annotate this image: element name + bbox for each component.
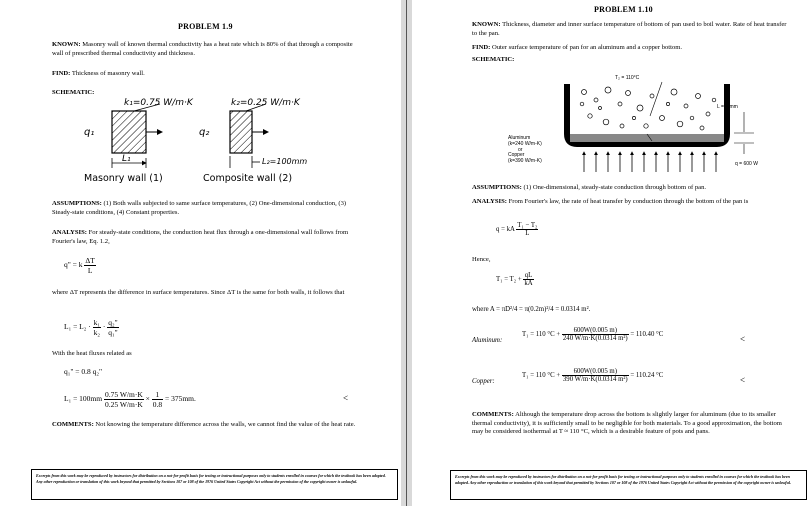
cu-numerator: 600W(0.005 m) [562,368,629,376]
pan-schematic [562,78,742,178]
known-label: KNOWN: [52,41,81,48]
comments-paragraph [472,411,794,437]
footer-text: Excerpts from this work may be reproduced by instructors for distribution on a not-for-profit basis for testing or instructional purposes only to students enrolled in courses for which the textbook has been adopted. Any other reproduction or translation of this work beyond that permitted by Sections 107 or 108 of the 1976 United States Copyright Act without the permission of the copyright owner is unlawful. [455,474,791,485]
find-text: Outer surface temperature of pan for an aluminum and a copper bottom. [491,44,683,51]
cu-denominator: 390 W/m·K(0.0314 m²) [562,376,628,383]
material-legend [508,136,542,165]
assumptions-text: (1) Both walls subjected to same surface temperatures, (2) One-dimensional conduction, (3) Steady-state conditions, (4) Constant properties. [52,200,347,216]
eq4-result: = 375mm. [164,394,196,404]
analysis-label: ANALYSIS: [472,198,507,205]
eq1-lhs: q" = k [64,260,83,270]
answer-marker: < [343,393,349,403]
pan-bottom [570,134,724,142]
eq1-numerator: ΔT [85,256,95,265]
heat-arrows [584,152,716,172]
masonry-wall-caption: Masonry wall (1) [84,173,163,184]
analysis-text: For steady-state conditions, the conduction heat flux through a one-dimensional wall follows from Fourier's law, Eq. 1.2, [52,229,349,245]
analysis-label: ANALYSIS: [52,229,87,236]
l1-label: L₁ [122,154,131,164]
copyright-footer [31,469,398,500]
al-denominator: 240 W/m·K(0.0314 m²) [562,335,628,342]
known-paragraph [472,21,792,38]
eq2-d1: k₂ [93,328,100,337]
eq2-lhs: L₁ = L₂ · [64,322,91,332]
masonry-wall-shape [112,111,146,153]
q2-label: q₂ [199,127,210,138]
eq4-d2: 0.8 [152,400,163,409]
k2-label: k₂=0.25 W/m·K [231,98,300,108]
copper-row-label: Copper: [472,378,495,385]
assumptions-text: (1) One-dimensional, steady-state conduction through bottom of pan. [523,184,707,191]
known-text: Masonry wall of known thermal conductivity has a heat rate which is 80% of that through a composite wall of prescribed thermal conductivity and thickness. [52,41,353,57]
eq2-n1: k₁ [93,318,100,327]
copper-label: Copper [508,152,525,159]
comments-paragraph [52,421,360,430]
assumptions-label: ASSUMPTIONS: [472,184,522,191]
eq1-denominator: L [525,230,530,237]
comments-label: COMMENTS: [52,421,94,428]
schematic-label: SCHEMATIC: [52,89,95,96]
hence-text: Hence, [472,256,491,263]
equation-result [64,390,196,409]
eq4-lhs: L₁ = 100mm [64,394,103,404]
eq4-d1: 0.25 W/m·K [104,400,143,409]
eq2-lhs: T₁ = T₂ + [496,276,522,284]
q1-label: q₁ [84,127,95,138]
t1-label: T₁ [649,142,654,148]
answer-marker-aluminum: < [740,334,746,344]
footer-text: Excerpts from this work may be reproduced by instructors for distribution on a not-for-profit basis for testing or instructional purposes only to students enrolled in courses for which the textbook has been adopted. Any other reproduction or translation of this work beyond that permitted by Sections 107 or 108 of the 1976 United States Copyright Act without the permission of the copyright owner is unlawful. [36,473,386,484]
composite-wall-shape [230,111,252,153]
d-label: D = 200 mm [602,142,630,148]
q-label: q = 600 W [735,161,758,167]
find-label: FIND: [472,44,491,51]
t2-label: T₂ = 110°C [615,75,640,81]
water-bubbles [580,87,716,130]
comments-text: Although the temperature drop across the bottom is slightly larger for aluminum (due to its smaller thermal conductivity), it is sufficiently small to be negligible for both materials. To a good approximation, the bottom may be considered isothermal at T ≈ 110 °C, which is a desirable feature of pots and pans. [472,411,782,436]
schematic-label: SCHEMATIC: [472,56,515,63]
composite-wall-caption: Composite wall (2) [203,173,293,184]
problem-title: PROBLEM 1.9 [178,22,233,31]
page-problem-1-10 [412,0,811,506]
aluminum-row-label: Aluminum: [472,337,503,344]
cu-result: = 110.24 °C [630,372,664,380]
assumptions-label: ASSUMPTIONS: [52,200,102,207]
equation-aluminum [522,327,663,342]
eq4-n1: 0.75 W/m·K [104,390,143,399]
equation-ratio [64,318,119,337]
analysis-paragraph [472,198,792,207]
comments-text: Not knowing the temperature difference across the walls, we cannot find the value of the heat rate. [95,421,356,428]
or-label: or [518,146,523,153]
copyright-footer [450,470,807,500]
known-paragraph [52,41,360,58]
where-paragraph: where ΔT represents the difference in surface temperatures. Since ΔT is the same for both walls, it follows that [52,289,345,296]
eq4-times: × [145,394,150,404]
l-label: L = 5 mm [717,104,738,110]
comments-label: COMMENTS: [472,411,514,418]
eq2-numerator: qL [524,272,533,279]
analysis-text: From Fourier's law, the rate of heat transfer by conduction through the bottom of the pan is [508,198,749,205]
analysis-paragraph [52,229,360,246]
thickness-indicator [734,110,758,154]
find-paragraph [52,70,360,79]
known-text: Thickness, diameter and inner surface temperature of bottom of pan used to boil water. Rate of heat transfer to the pan. [472,21,787,37]
equation-fourier [64,256,96,275]
equation-t1 [496,272,534,287]
equation-flux-relation: q₁" = 0.8 q₂" [64,367,103,376]
eq2-denominator: kA [524,280,533,287]
known-label: KNOWN: [472,21,501,28]
assumptions-paragraph [472,184,792,193]
eq1-denominator: L [87,266,93,275]
copper-k: (k=390 W/m-K) [508,158,542,165]
equation-area: where A = πD²/4 = π(0.2m)²/4 = 0.0314 m². [472,306,591,313]
aluminum-label: Aluminum [508,135,531,141]
eq2-mid: · [102,322,106,332]
al-numerator: 600W(0.005 m) [562,327,629,335]
assumptions-paragraph [52,200,360,217]
equation-fourier [496,222,538,237]
cu-lhs: T₁ = 110 °C + [522,372,561,380]
find-paragraph [472,44,792,53]
eq1-lhs: q = kA [496,226,515,234]
find-label: FIND: [52,70,71,77]
eq2-d2: q₁" [108,328,118,337]
fluxes-paragraph: With the heat fluxes related as [52,350,132,357]
equation-copper [522,368,663,383]
l2-label: L₂=100mm [262,157,308,166]
al-result: = 110.40 °C [630,331,664,339]
problem-title: PROBLEM 1.10 [594,5,653,14]
answer-marker-copper: < [740,375,746,385]
eq1-numerator: T₁ − T₂ [517,222,538,229]
page-problem-1-9 [0,0,401,506]
find-text: Thickness of masonry wall. [71,70,145,77]
aluminum-k: (k=240 W/m-K) [508,140,542,147]
k1-label: k₁=0.75 W/m·K [124,98,193,108]
eq4-n2: 1 [152,390,163,400]
al-lhs: T₁ = 110 °C + [522,331,561,339]
page-divider [406,0,407,506]
eq2-n2: q₂" [108,318,118,327]
